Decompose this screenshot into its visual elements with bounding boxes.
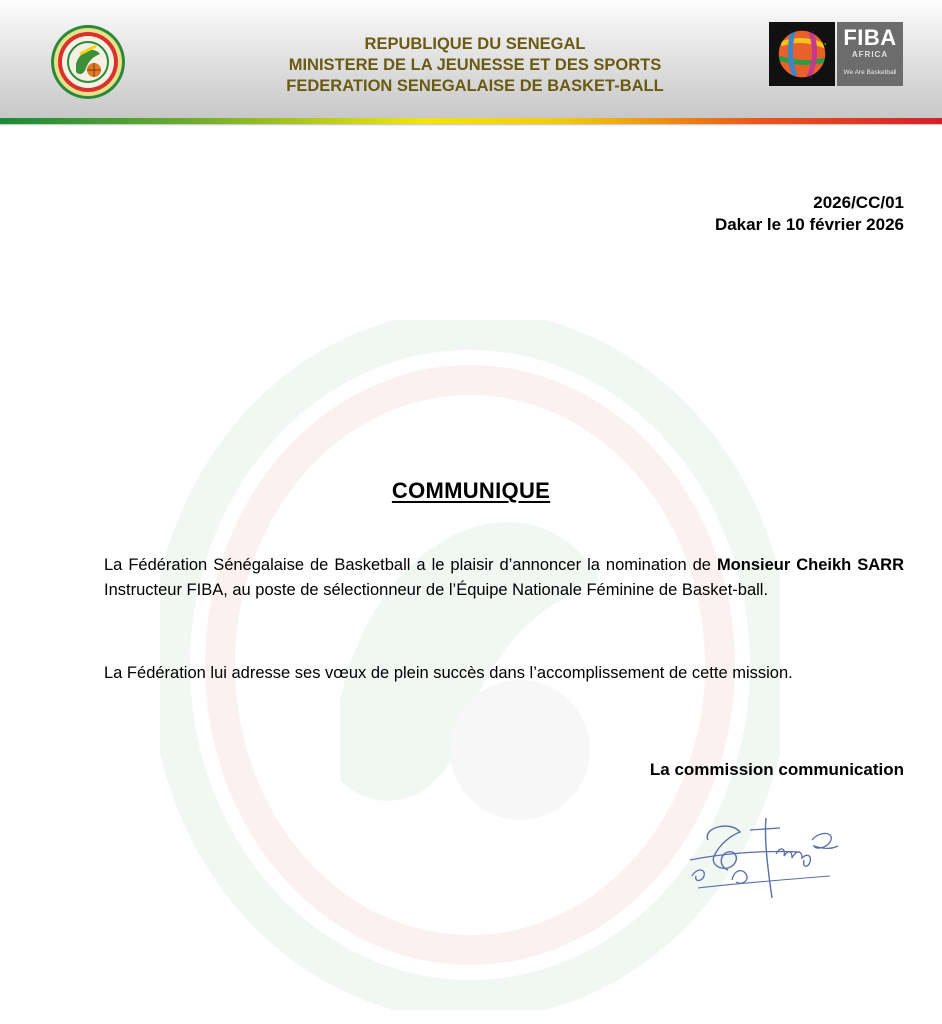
fiba-text-panel (837, 22, 903, 86)
announcement-paragraph (104, 553, 904, 602)
announcement-rest: Instructeur FIBA, au poste de sélectionneur de l’Équipe Nationale Féminine de Basket-ball. (104, 580, 769, 599)
appointee-name: Monsieur Cheikh SARR (716, 556, 904, 574)
fiba-africa-logo (769, 22, 903, 86)
document-title-text: COMMUNIQUE (391, 478, 551, 503)
letterhead-line-federation: FEDERATION SENEGALAISE DE BASKET-BALL (286, 77, 664, 95)
letterhead-line-ministry: MINISTERE DE LA JEUNESSE ET DES SPORTS (288, 56, 662, 74)
fiba-wordmark: FIBA (843, 25, 897, 50)
letterhead (0, 0, 942, 118)
stripe-shadow (0, 124, 942, 126)
fiba-basketball-icon (769, 22, 835, 86)
reference-block (715, 192, 904, 236)
place-and-date: Dakar le 10 février 2026 (714, 215, 904, 234)
document-title (0, 478, 942, 504)
handwritten-signature-icon (680, 810, 850, 905)
fiba-tagline: We Are Basketball (843, 69, 897, 76)
announcement-intro: La Fédération Sénégalaise de Basketball a le plaisir d’annoncer la nomination de (104, 556, 717, 574)
wishes-paragraph: La Fédération lui adresse ses vœux de plein succès dans l’accomplissement de cette mission. (104, 664, 793, 682)
fiba-region: AFRICA (851, 50, 889, 59)
letterhead-line-republic: REPUBLIQUE DU SENEGAL (364, 35, 586, 53)
signatory-label: La commission communication (649, 760, 904, 779)
fsbb-emblem-icon (50, 24, 126, 100)
letterhead-title (230, 34, 720, 97)
reference-number: 2026/CC/01 (813, 193, 904, 212)
